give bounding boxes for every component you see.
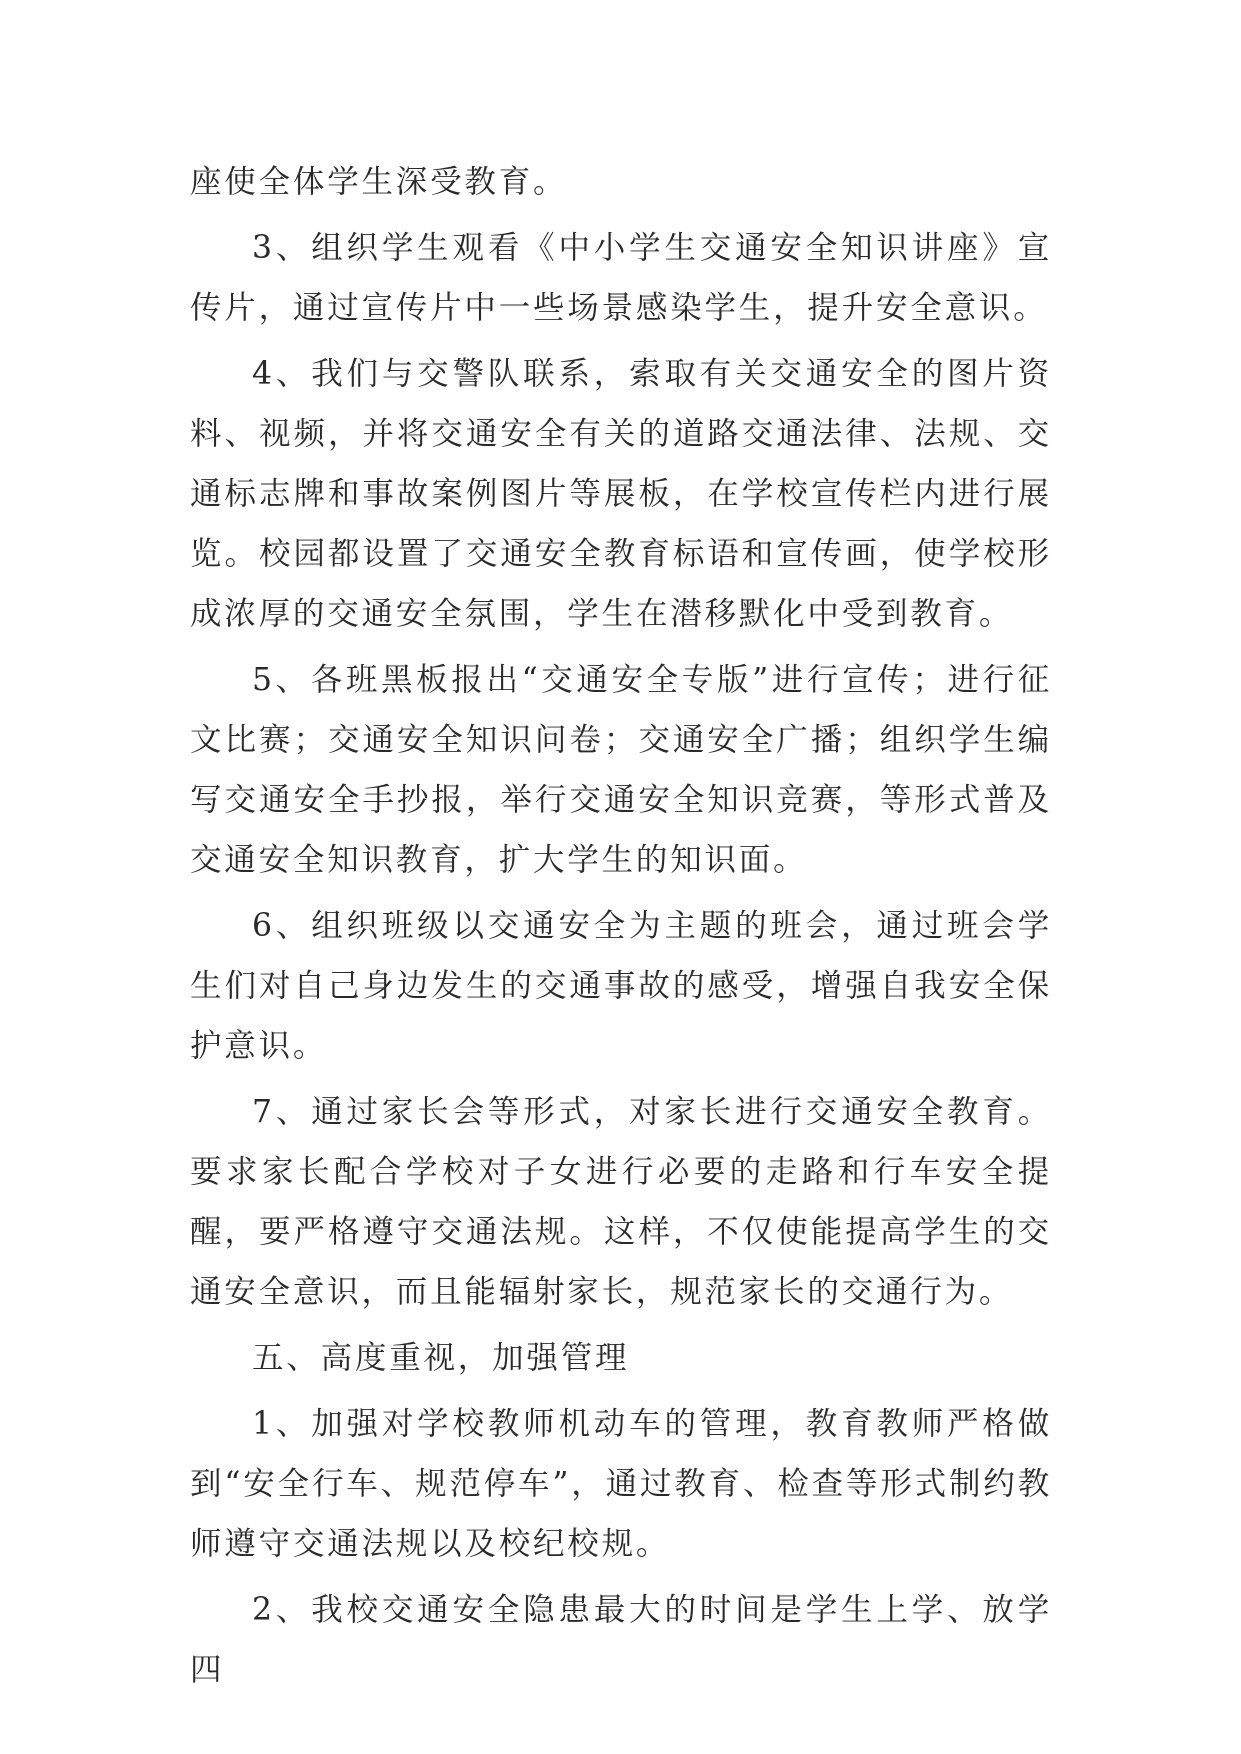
paragraph-continuation: 座使全体学生深受教育。 [190, 164, 568, 200]
document-body [190, 152, 1052, 1706]
section-heading: 五、高度重视，加强管理 [252, 1340, 630, 1376]
paragraph-item-7: 7、通过家长会等形式，对家长进行交通安全教育。要求家长配合学校对子女进行必要的走路和行车安全提醒，要严格遵守交通法规。这样，不仅使能提高学生的交通安全意识，而且能辐射家长，规范家长的交通行为。 [190, 1094, 1052, 1310]
paragraph-item-3: 3、组织学生观看《中小学生交通安全知识讲座》宣传片，通过宣传片中一些场景感染学生，提升安全意识。 [190, 230, 1052, 326]
paragraph-item-6: 6、组织班级以交通安全为主题的班会，通过班会学生们对自己身边发生的交通事故的感受，增强自我安全保护意识。 [190, 908, 1052, 1064]
paragraph-section-item-2: 2、我校交通安全隐患最大的时间是学生上学、放学四 [190, 1592, 1052, 1688]
paragraph-item-5: 5、各班黑板报出“交通安全专版”进行宣传；进行征文比赛；交通安全知识问卷；交通安全广播；组织学生编写交通安全手抄报，举行交通安全知识竞赛，等形式普及交通安全知识教育，扩大学生的知识面。 [190, 662, 1052, 878]
paragraph-item-4: 4、我们与交警队联系，索取有关交通安全的图片资料、视频，并将交通安全有关的道路交通法律、法规、交通标志牌和事故案例图片等展板，在学校宣传栏内进行展览。校园都设置了交通安全教育标语和宣传画，使学校形成浓厚的交通安全氛围，学生在潜移默化中受到教育。 [190, 356, 1052, 632]
paragraph-section-item-1: 1、加强对学校教师机动车的管理，教育教师严格做到“安全行车、规范停车”，通过教育、检查等形式制约教师遵守交通法规以及校纪校规。 [190, 1406, 1052, 1562]
